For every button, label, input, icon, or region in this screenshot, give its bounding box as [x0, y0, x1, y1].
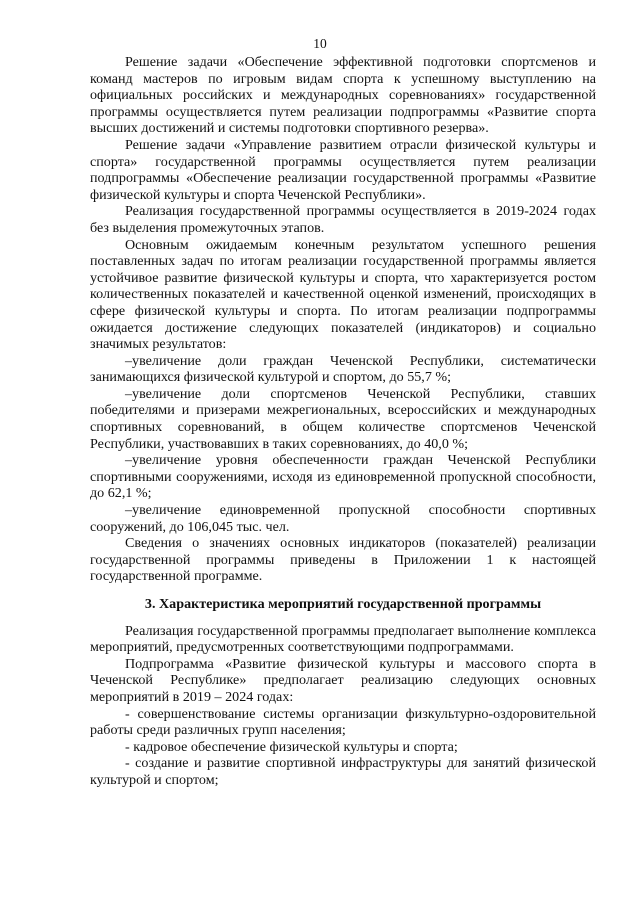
- list-item: –увеличение единовременной пропускной способности спортивных сооружений, до 106,045 тыс. чел.: [90, 502, 596, 535]
- list-item: –увеличение доли спортсменов Чеченской Республики, ставших победителями и призерами межрегиональных, всероссийских и международных спортивных соревнований, в общем количестве спортсменов Чеченской Республики, участвовавших в таких соревнованиях, до 40,0 %;: [90, 385, 596, 452]
- paragraph: Решение задачи «Управление развитием отрасли физической культуры и спорта» государственной программы осуществляется путем реализации подпрограммы «Обеспечение реализации государственной программы «Развитие физической культуры и спорта Чеченской Республики».: [90, 136, 596, 203]
- section-heading: 3. Характеристика мероприятий государственной программы: [144, 596, 542, 612]
- list-item: - кадровое обеспечение физической культуры и спорта;: [125, 738, 458, 755]
- paragraph: Реализация государственной программы предполагает выполнение комплекса мероприятий, предусмотренных соответствующими подпрограммами.: [90, 622, 596, 656]
- list-item: - совершенствование системы организации физкультурно-оздоровительной работы среди различных групп населения;: [90, 705, 596, 739]
- paragraph: Реализация государственной программы осуществляется в 2019-2024 годах без выделения промежуточных этапов.: [90, 203, 596, 236]
- page-number: 10: [313, 36, 327, 51]
- document-body: [90, 54, 596, 789]
- paragraph: Основным ожидаемым конечным результатом успешного решения поставленных задач по итогам реализации государственной программы является устойчивое развитие физической культуры и спорта, что характеризуется ростом количественных показателей и качественной оценкой изменений, происходящих в сфере физической культуры и спорта. По итогам реализации подпрограммы ожидается достижение следующих показателей (индикаторов) и социально значимых результатов:: [90, 236, 596, 353]
- paragraph: Сведения о значениях основных индикаторов (показателей) реализации государственной программы приведены в Приложении 1 к настоящей государственной программе.: [90, 535, 596, 585]
- paragraph: Решение задачи «Обеспечение эффективной подготовки спортсменов и команд мастеров по игровым видам спорта к успешному выступлению на официальных российских и международных соревнованиях» государственной программы осуществляется путем реализации подпрограммы «Развитие спорта высших достижений и системы подготовки спортивного резерва».: [90, 54, 596, 137]
- list-item: –увеличение доли граждан Чеченской Республики, систематически занимающихся физической культурой и спортом, до 55,7 %;: [90, 352, 596, 386]
- list-item: –увеличение уровня обеспеченности граждан Чеченской Республики спортивными сооружениями, исходя из единовременной пропускной способности, до 62,1 %;: [90, 452, 596, 502]
- list-item: - создание и развитие спортивной инфраструктуры для занятий физической культурой и спортом;: [90, 755, 596, 788]
- paragraph: Подпрограмма «Развитие физической культуры и массового спорта в Чеченской Республике» предполагает реализацию следующих основных мероприятий в 2019 – 2024 годах:: [90, 655, 596, 705]
